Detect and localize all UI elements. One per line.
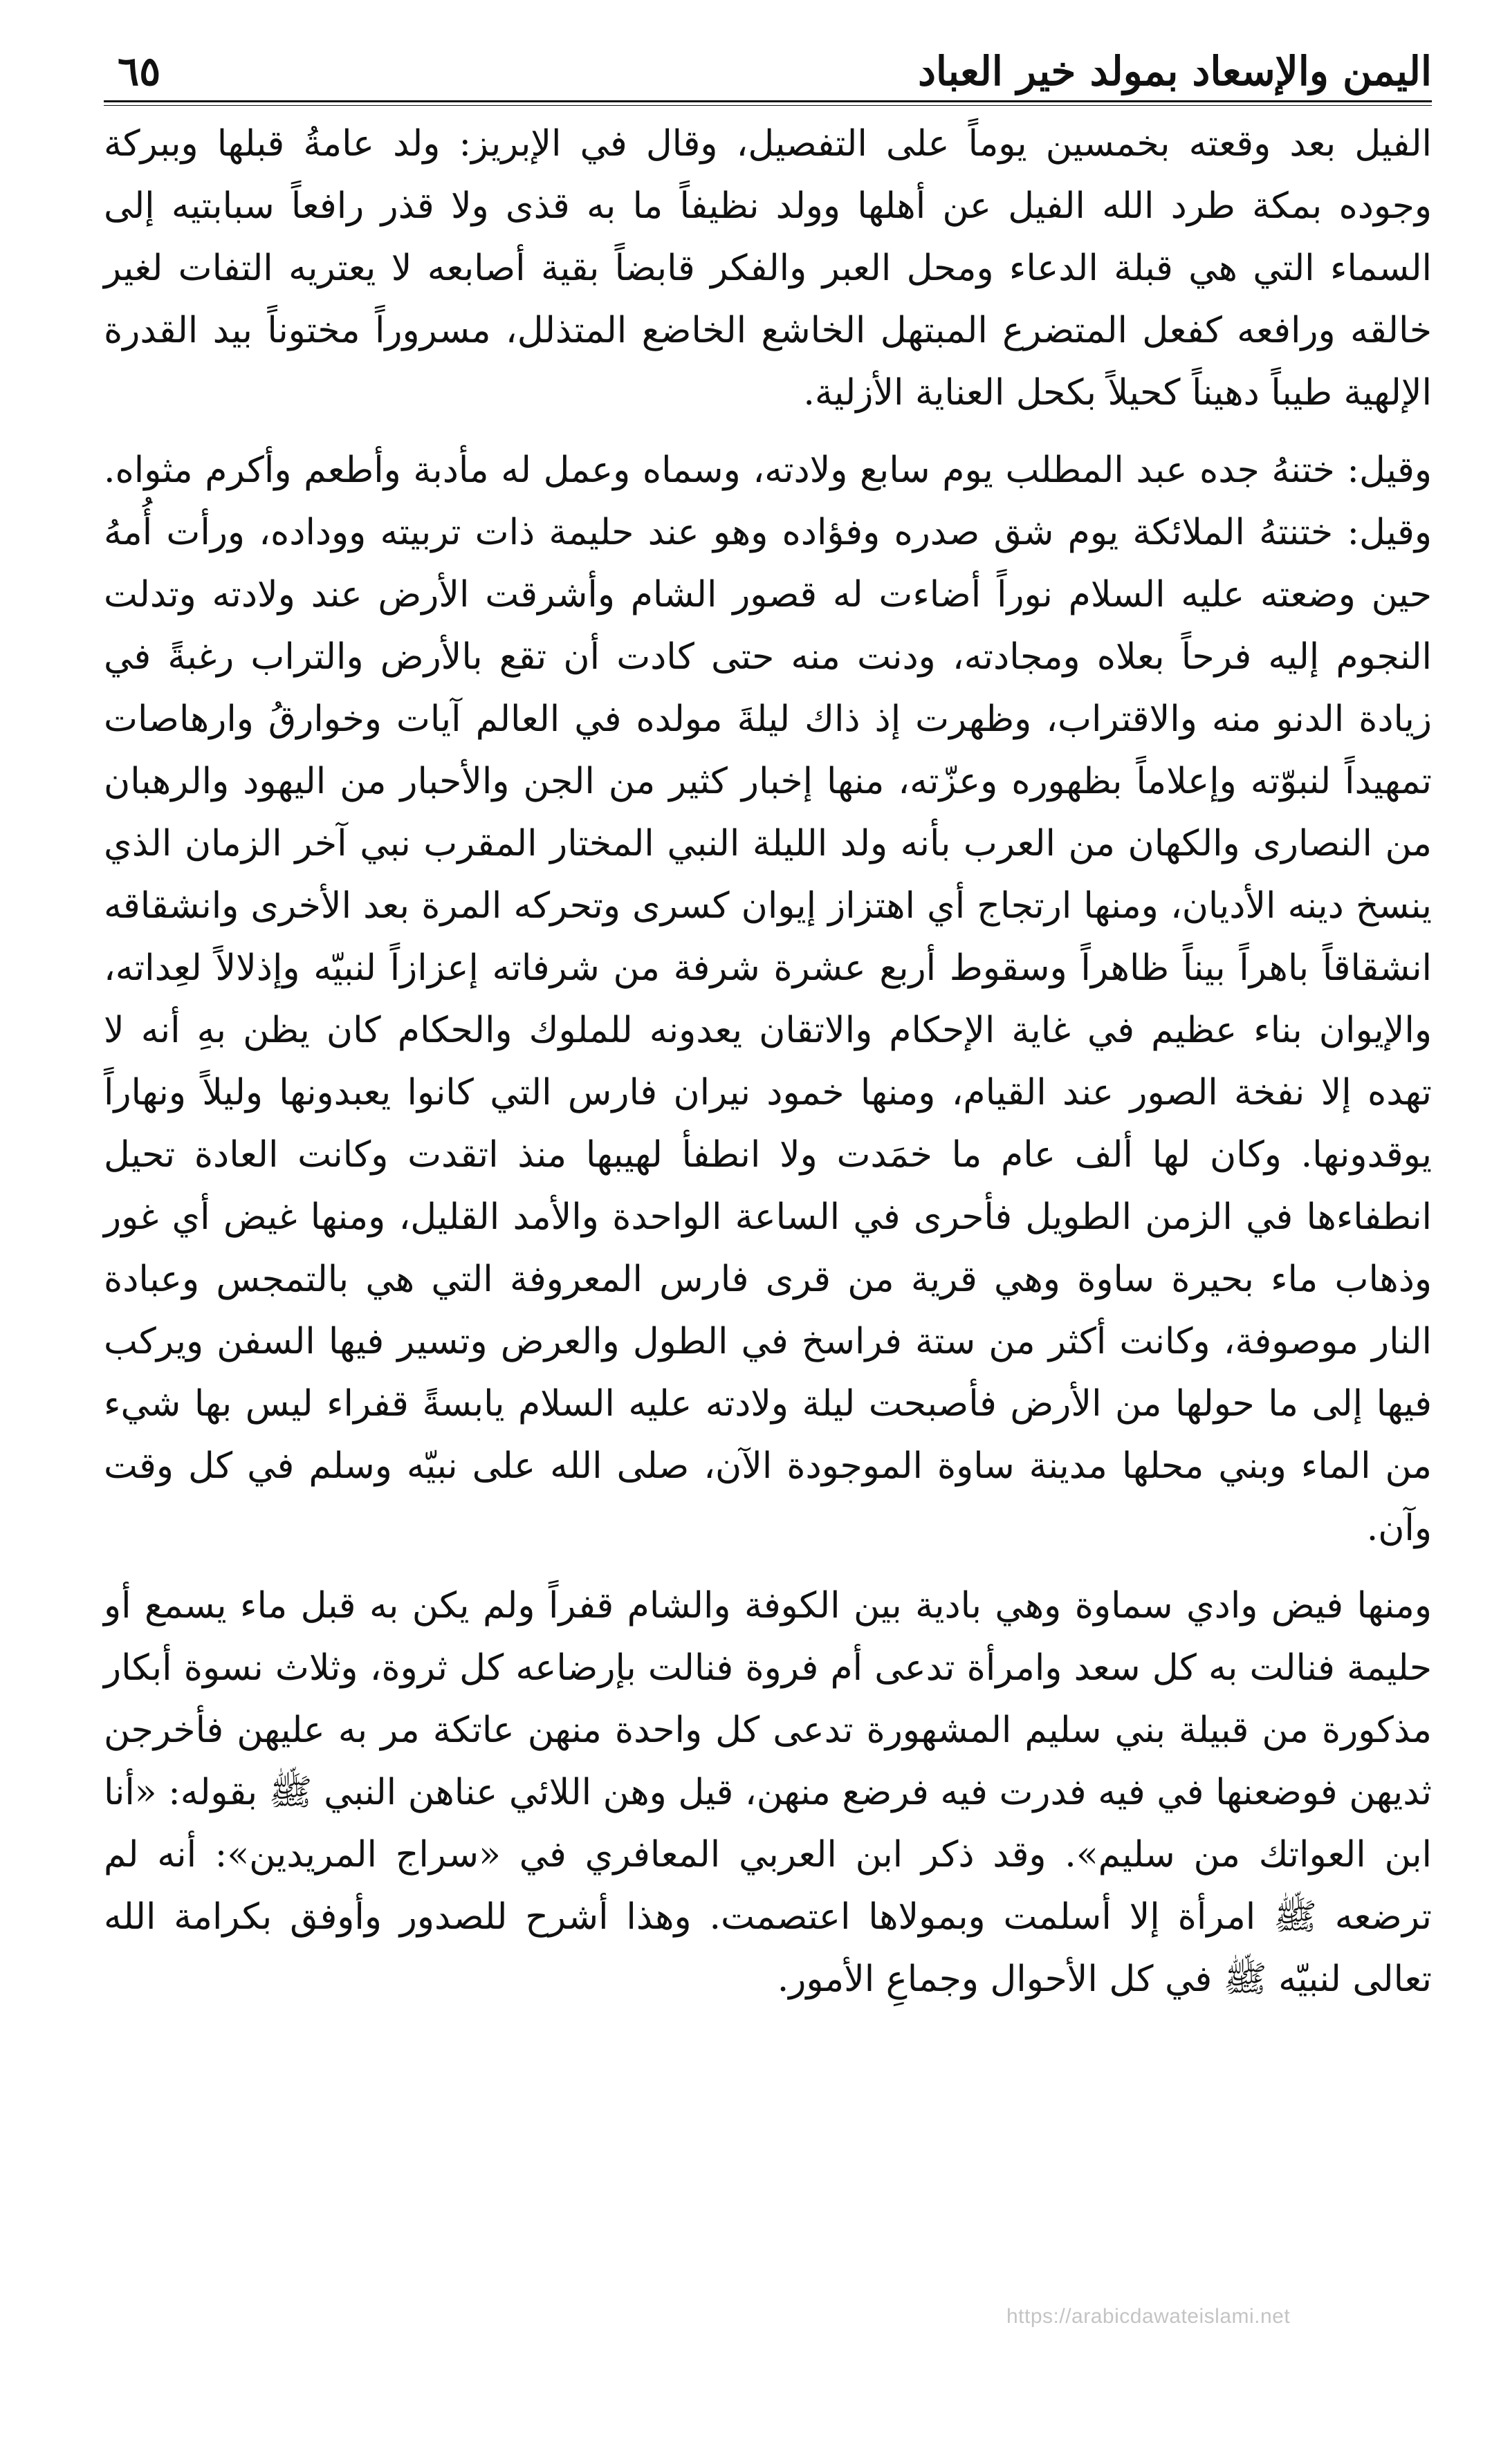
header-rule-thin xyxy=(104,105,1432,106)
watermark-url: https://arabicdawateislami.net xyxy=(1006,2305,1291,2328)
paragraph-1: الفيل بعد وقعته بخمسين يوماً على التفصيل، وقال في الإبريز: ولد عامةُ قبلها وببركة وجوده بمكة طرد الله الفيل عن أهلها وولد نظيفاً ما به قذى ولا قذر رافعاً سبابتيه إلى السماء التي هي قبلة الدعاء ومحل العبر والفكر قابضاً بقية أصابعه لا يعتريه التفات لغير خالقه ورافعه كفعل المتضرع المبتهل الخاشع الخاضع المتذلل، مسروراً مختوناً بيد القدرة الإلهية طيباً دهيناً كحيلاً بكحل العناية الأزلية. xyxy=(104,123,1432,414)
paragraph-3: ومنها فيض وادي سماوة وهي بادية بين الكوفة والشام قفراً ولم يكن به قبل ماء يسمع أو حليمة فنالت به كل سعد وامرأة تدعى أم فروة فنالت بإرضاعه كل ثروة، وثلاث نسوة أبكار مذكورة من قبيلة بني سليم المشهورة تدعى كل واحدة منهن عاتكة مر به عليهن فأخرجن ثديهن فوضعنها في فيه فدرت فيه فرضع منهن، قيل وهن اللائي عناهن النبي ﷺ بقوله: «أنا ابن العواتك من سليم». وقد ذكر ابن العربي المعافري في «سراج المريدين»: أنه لم ترضعه ﷺ امرأة إلا أسلمت وبمولاها اعتصمت. وهذا أشرح للصدور وأوفق بكرامة الله تعالى لنبيّه ﷺ في كل الأحوال وجماعِ الأمور. xyxy=(104,1585,1432,2000)
page-number: ٦٥ xyxy=(118,48,161,95)
body-text xyxy=(104,113,1432,2010)
paragraph-2: وقيل: ختنهُ جده عبد المطلب يوم سابع ولادته، وسماه وعمل له مأدبة وأطعم وأكرم مثواه. وقيل: ختنتهُ الملائكة يوم شق صدره وفؤاده وهو عند حليمة ذات تربيته ووداده، ورأت أُمهُ حين وضعته عليه السلام نوراً أضاءت له قصور الشام وأشرقت الأرض عند ولادته وتدلت النجوم إليه فرحاً بعلاه ومجادته، ودنت منه حتى كادت أن تقع بالأرض والتراب رغبةً في زيادة الدنو منه والاقتراب، وظهرت إذ ذاك ليلةَ مولده في العالم آيات وخوارقُ وارهاصات تمهيداً لنبوّته وإعلاماً بظهوره وعزّته، منها إخبار كثير من الجن والأحبار من اليهود والرهبان من النصارى والكهان من العرب بأنه ولد الليلة النبي المختار المقرب نبي آخر الزمان الذي ينسخ دينه الأديان، ومنها ارتجاج أي اهتزاز إيوان كسرى وتحركه المرة بعد الأخرى وانشقاقه انشقاقاً باهراً بيناً ظاهراً وسقوط أربع عشرة شرفة من شرفاته إعزازاً لنبيّه وإذلالاً لعِداته، والإيوان بناء عظيم في غاية الإحكام والاتقان يعدونه للملوك والحكام كان يظن بهِ أنه لا تهده إلا نفخة الصور عند القيام، ومنها خمود نيران فارس التي كانوا يعبدونها وليلاً ونهاراً يوقدونها. وكان لها ألف عام ما خمَدت ولا انطفأ لهيبها منذ اتقدت وكانت العادة تحيل انطفاءها في الزمن الطويل فأحرى في الساعة الواحدة والأمد القليل، ومنها غيض أي غور وذهاب ماء بحيرة ساوة وهي قرية من قرى فارس المعروفة التي هي بالتمجس وعبادة النار موصوفة، وكانت أكثر من ستة فراسخ في الطول والعرض وتسير فيها السفن ويركب فيها إلى ما حولها من الأرض فأصبحت ليلة ولادته عليه السلام يابسةً قفراء ليس بها شيء من الماء وبني محلها مدينة ساوة الموجودة الآن، صلى الله على نبيّه وسلم في كل وقت وآن. xyxy=(104,450,1432,1549)
book-page xyxy=(104,35,1432,2400)
running-header-title: اليمن والإسعاد بمولد خير العباد xyxy=(918,48,1432,95)
header-rule xyxy=(104,100,1432,102)
running-header xyxy=(104,35,1432,100)
